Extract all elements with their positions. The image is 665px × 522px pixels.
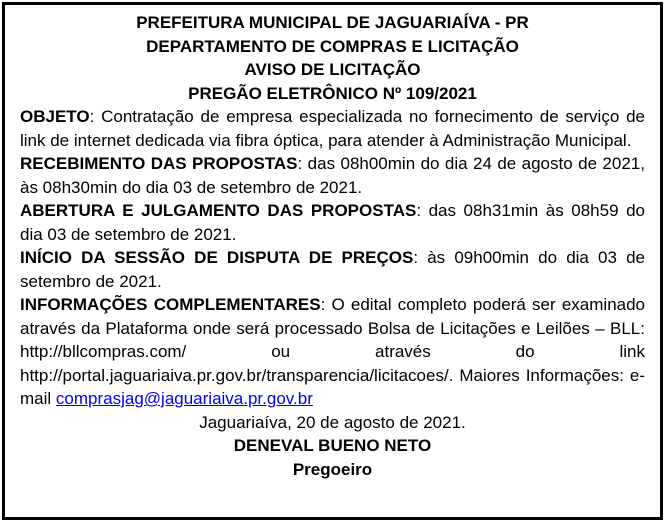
- paragraph-informacoes-text: : O edital completo poderá ser examinado através da Plataforma onde será processado Bolsa de Licitações e Leilões – BLL: http://bllcompras.com/ ou através do link http://portal.jaguariaiva.pr.gov.br/transparencia/licitacoes/. Maiores Informações: e-mail: [20, 295, 646, 408]
- header-line-departamento: DEPARTAMENTO DE COMPRAS E LICITAÇÃO: [146, 36, 519, 56]
- paragraph-objeto: [20, 105, 645, 152]
- header-line-prefeitura: PREFEITURA MUNICIPAL DE JAGUARIAÍVA - PR: [136, 13, 529, 32]
- paragraph-objeto-label: OBJETO: [20, 107, 90, 126]
- paragraph-abertura-label: ABERTURA E JULGAMENTO DAS PROPOSTAS: [20, 201, 417, 220]
- paragraph-informacoes-complementares: [20, 293, 645, 411]
- paragraph-recebimento-text: : das 08h00min do dia 24 de agosto de 2021, às 08h30min do dia 03 de setembro de 2021.: [20, 154, 645, 197]
- paragraph-informacoes-label: INFORMAÇÕES COMPLEMENTARES: [20, 295, 321, 314]
- paragraph-recebimento: [20, 152, 645, 199]
- paragraph-abertura: [20, 199, 645, 246]
- header-line-pregao: PREGÃO ELETRÔNICO Nº 109/2021: [188, 83, 477, 103]
- paragraph-abertura-text: : das 08h31min às 08h59 do dia 03 de setembro de 2021.: [20, 201, 645, 244]
- notice-document: [2, 2, 663, 520]
- header-line-aviso: AVISO DE LICITAÇÃO: [244, 60, 421, 79]
- date-line: Jaguariaíva, 20 de agosto de 2021.: [199, 412, 466, 432]
- paragraph-inicio-disputa: [20, 246, 645, 293]
- paragraph-recebimento-label: RECEBIMENTO DAS PROPOSTAS: [20, 154, 298, 173]
- paragraph-objeto-text: : Contratação de empresa especializada no fornecimento de serviço de link de internet dedicada via fibra óptica, para atender à Administração Municipal.: [20, 107, 645, 150]
- paragraph-inicio-disputa-text: : às 09h00min do dia 03 de setembro de 2021.: [20, 248, 645, 291]
- signer-name: DENEVAL BUENO NETO: [233, 436, 432, 455]
- email-link[interactable]: comprasjag@jaguariaiva.pr.gov.br: [55, 389, 313, 408]
- paragraph-inicio-disputa-label: INÍCIO DA SESSÃO DE DISPUTA DE PREÇOS: [20, 248, 414, 267]
- signer-title: Pregoeiro: [292, 459, 373, 479]
